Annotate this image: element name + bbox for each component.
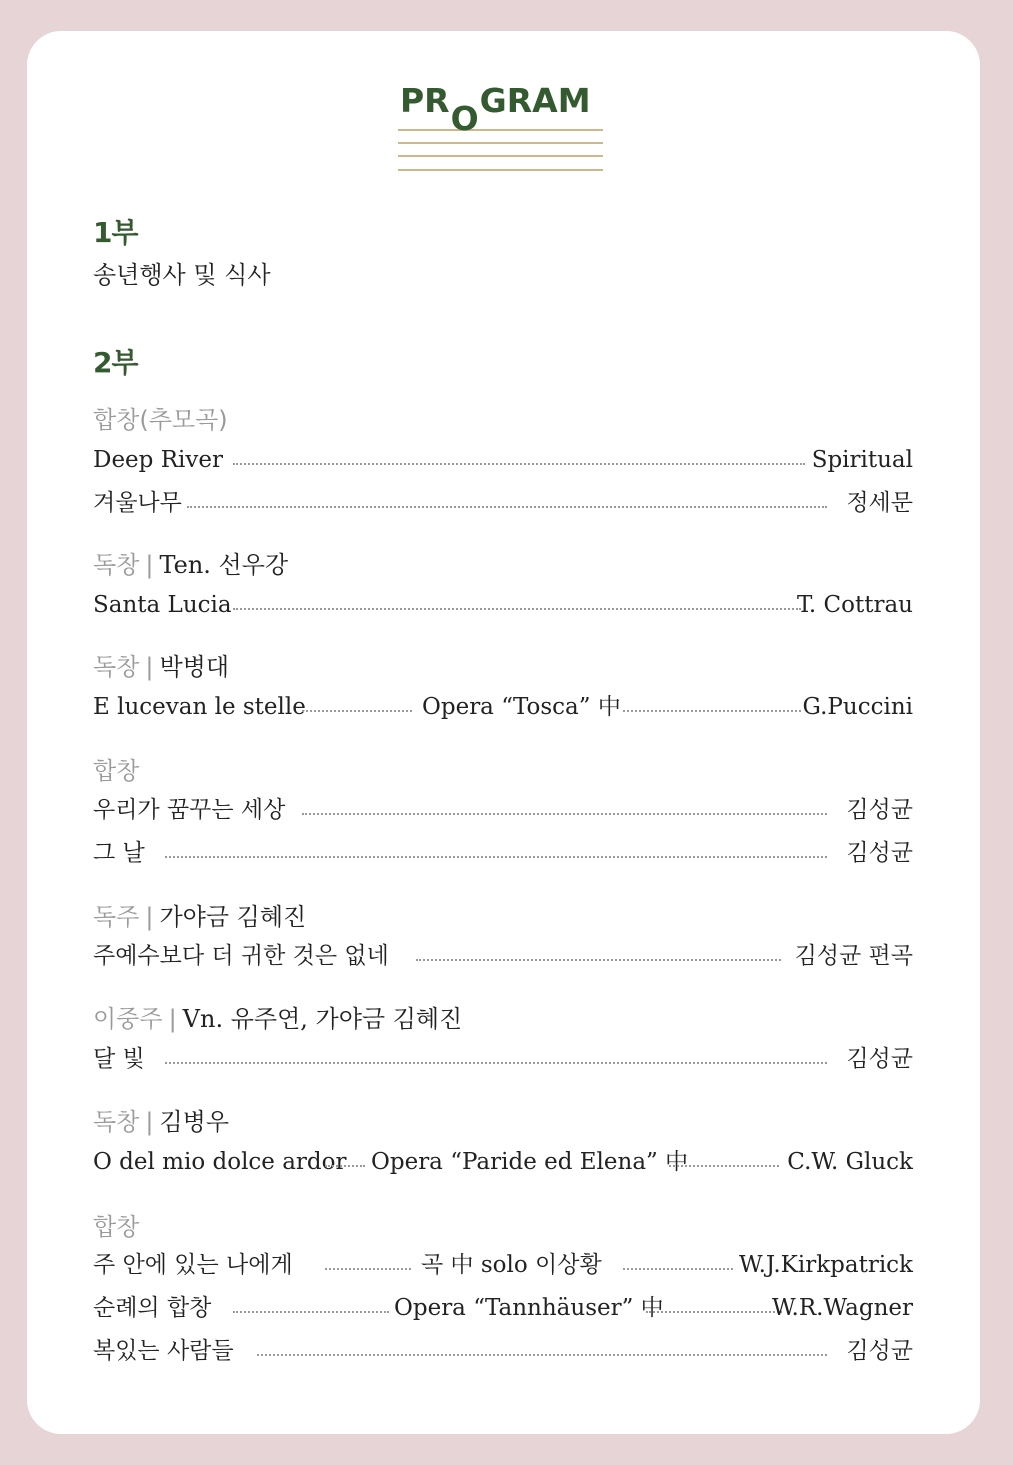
separator: | — [168, 1005, 177, 1033]
program-item — [93, 588, 913, 622]
dot-leader — [233, 608, 801, 610]
item-title: 우리가 꿈꾸는 세상 — [93, 797, 286, 823]
category-label: 독창 — [93, 653, 140, 681]
program-item — [93, 1145, 913, 1179]
section-category — [93, 897, 306, 932]
staff-line — [398, 129, 603, 131]
section-category — [93, 1102, 229, 1137]
item-composer: 김성균 — [846, 797, 913, 823]
item-source: 곡 中 solo 이상황 — [421, 1252, 602, 1278]
item-title: 주예수보다 더 귀한 것은 없네 — [93, 943, 389, 969]
program-logo — [398, 81, 603, 161]
item-title: 겨울나무 — [93, 490, 182, 516]
item-source: Opera “Tannhäuser” 中 — [394, 1295, 664, 1321]
performer: 가야금 김혜진 — [159, 903, 307, 931]
program-item — [93, 1334, 913, 1368]
dot-leader — [165, 856, 827, 858]
separator: | — [145, 551, 154, 579]
dot-leader — [669, 1165, 779, 1167]
item-title: E lucevan le stelle — [93, 694, 306, 720]
item-composer: G.Puccini — [802, 694, 913, 720]
item-composer: 김성균 — [846, 1338, 913, 1364]
program-item — [93, 1248, 913, 1282]
item-composer: 김성균 편곡 — [794, 943, 913, 969]
dot-leader — [233, 463, 805, 465]
dot-leader — [233, 1311, 389, 1313]
program-item — [93, 939, 913, 973]
item-composer: 정세문 — [846, 490, 913, 516]
item-composer: Spiritual — [811, 447, 913, 473]
category-label: 합창 — [93, 1213, 140, 1241]
section-category — [93, 647, 229, 682]
section-category — [93, 1207, 139, 1242]
dot-leader — [325, 1165, 365, 1167]
item-source: Opera “Paride ed Elena” 中 — [371, 1149, 689, 1175]
dot-leader — [646, 1311, 782, 1313]
item-title: 달 빛 — [93, 1046, 145, 1072]
category-label: 독창 — [93, 1108, 140, 1136]
dot-leader — [302, 813, 827, 815]
part1-heading: 1부 — [93, 216, 138, 249]
staff-line — [398, 155, 603, 157]
program-item — [93, 1042, 913, 1076]
category-label: 독주 — [93, 903, 140, 931]
program-item — [93, 836, 913, 870]
program-item — [93, 443, 913, 477]
item-source: Opera “Tosca” 中 — [422, 694, 621, 720]
dot-leader — [623, 1268, 733, 1270]
item-title: O del mio dolce ardor — [93, 1149, 347, 1175]
category-label: 합창(추모곡) — [93, 406, 228, 434]
item-composer: C.W. Gluck — [787, 1149, 913, 1175]
logo-text-o: O — [450, 99, 479, 138]
performer: 박병대 — [159, 653, 230, 681]
program-item — [93, 1291, 913, 1325]
item-composer: 김성균 — [846, 840, 913, 866]
dot-leader — [257, 1354, 827, 1356]
item-title: Santa Lucia — [93, 592, 232, 618]
dot-leader — [302, 710, 412, 712]
item-composer: W.R.Wagner — [771, 1295, 913, 1321]
performer: Vn. 유주연, 가야금 김혜진 — [182, 1005, 463, 1033]
section-category — [93, 400, 228, 435]
program-item — [93, 486, 913, 520]
dot-leader — [416, 959, 781, 961]
item-composer: T. Cottrau — [796, 592, 913, 618]
separator: | — [145, 653, 154, 681]
dot-leader — [325, 1268, 411, 1270]
separator: | — [145, 1108, 154, 1136]
performer: 김병우 — [159, 1108, 230, 1136]
part2-heading: 2부 — [93, 346, 138, 379]
performer: Ten. 선우강 — [159, 551, 289, 579]
logo-text-a: PR — [400, 81, 450, 120]
item-composer: 김성균 — [846, 1046, 913, 1072]
program-item — [93, 690, 913, 724]
program-item — [93, 793, 913, 827]
item-title: 주 안에 있는 나에게 — [93, 1252, 293, 1278]
logo-text-b: GRAM — [479, 81, 591, 120]
staff-line — [398, 169, 603, 171]
item-title: 그 날 — [93, 840, 145, 866]
item-title: 순례의 합창 — [93, 1295, 212, 1321]
category-label: 독창 — [93, 551, 140, 579]
item-composer: W.J.Kirkpatrick — [739, 1252, 913, 1278]
category-label: 이중주 — [93, 1005, 163, 1033]
part1-text: 송년행사 및 식사 — [93, 261, 271, 289]
section-category — [93, 999, 462, 1034]
category-label: 합창 — [93, 757, 140, 785]
dot-leader — [623, 710, 801, 712]
dot-leader — [187, 506, 827, 508]
dot-leader — [165, 1062, 827, 1064]
item-title: Deep River — [93, 447, 223, 473]
section-category — [93, 751, 139, 786]
section-category — [93, 545, 288, 580]
program-card — [27, 31, 980, 1434]
logo-text — [400, 81, 591, 138]
item-title: 복있는 사람들 — [93, 1338, 234, 1364]
separator: | — [145, 903, 154, 931]
staff-line — [398, 142, 603, 144]
